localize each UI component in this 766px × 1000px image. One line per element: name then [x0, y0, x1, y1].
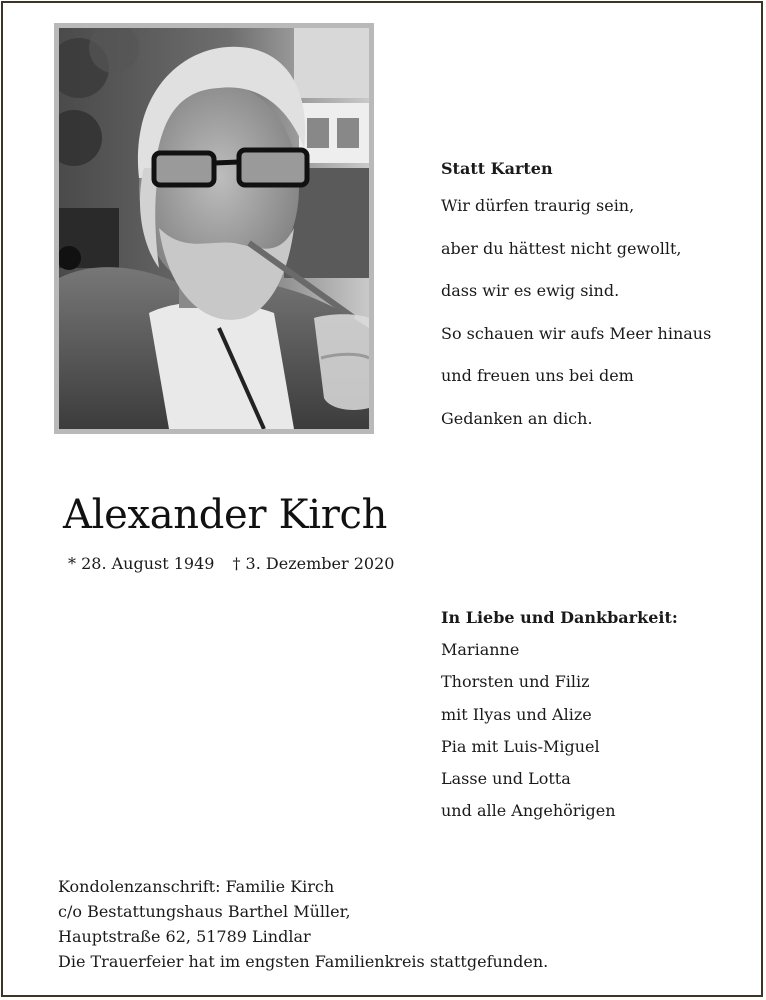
poem-line: Gedanken an dich.	[441, 408, 593, 428]
portrait-photo	[59, 28, 369, 429]
mourner-name: und alle Angehörigen	[441, 801, 616, 821]
mourners-heading: In Liebe und Dankbarkeit:	[441, 608, 678, 627]
deceased-name: Alexander Kirch	[63, 492, 388, 538]
mourner-name: Pia mit Luis-Miguel	[441, 736, 600, 756]
footer-line: Die Trauerfeier hat im engsten Familienkreis stattgefunden.	[58, 952, 549, 971]
poem-heading: Statt Karten	[441, 159, 553, 178]
poem-block	[441, 157, 741, 449]
poem-line: aber du hättest nicht gewollt,	[441, 238, 682, 258]
poem-line: dass wir es ewig sind.	[441, 281, 620, 300]
mourner-name: Lasse und Lotta	[441, 769, 571, 789]
mourner-name: mit Ilyas und Alize	[441, 704, 592, 724]
poem-line: Wir dürfen traurig sein,	[441, 196, 635, 215]
mourner-name: Marianne	[441, 640, 520, 659]
birth-date: * 28. August 1949	[68, 554, 215, 573]
condolence-address	[58, 874, 738, 974]
footer-line: Kondolenzanschrift: Familie Kirch	[58, 877, 335, 896]
footer-line: Hauptstraße 62, 51789 Lindlar	[58, 927, 311, 946]
life-dates	[68, 553, 394, 575]
poem-line: So schauen wir aufs Meer hinaus	[441, 323, 712, 343]
mourners-block	[441, 606, 741, 832]
mourner-name: Thorsten und Filiz	[441, 672, 590, 692]
footer-line: c/o Bestattungshaus Barthel Müller,	[58, 902, 351, 921]
poem-line: und freuen uns bei dem	[441, 366, 634, 385]
portrait-photo-frame	[54, 23, 374, 434]
death-date: † 3. Dezember 2020	[232, 554, 395, 573]
